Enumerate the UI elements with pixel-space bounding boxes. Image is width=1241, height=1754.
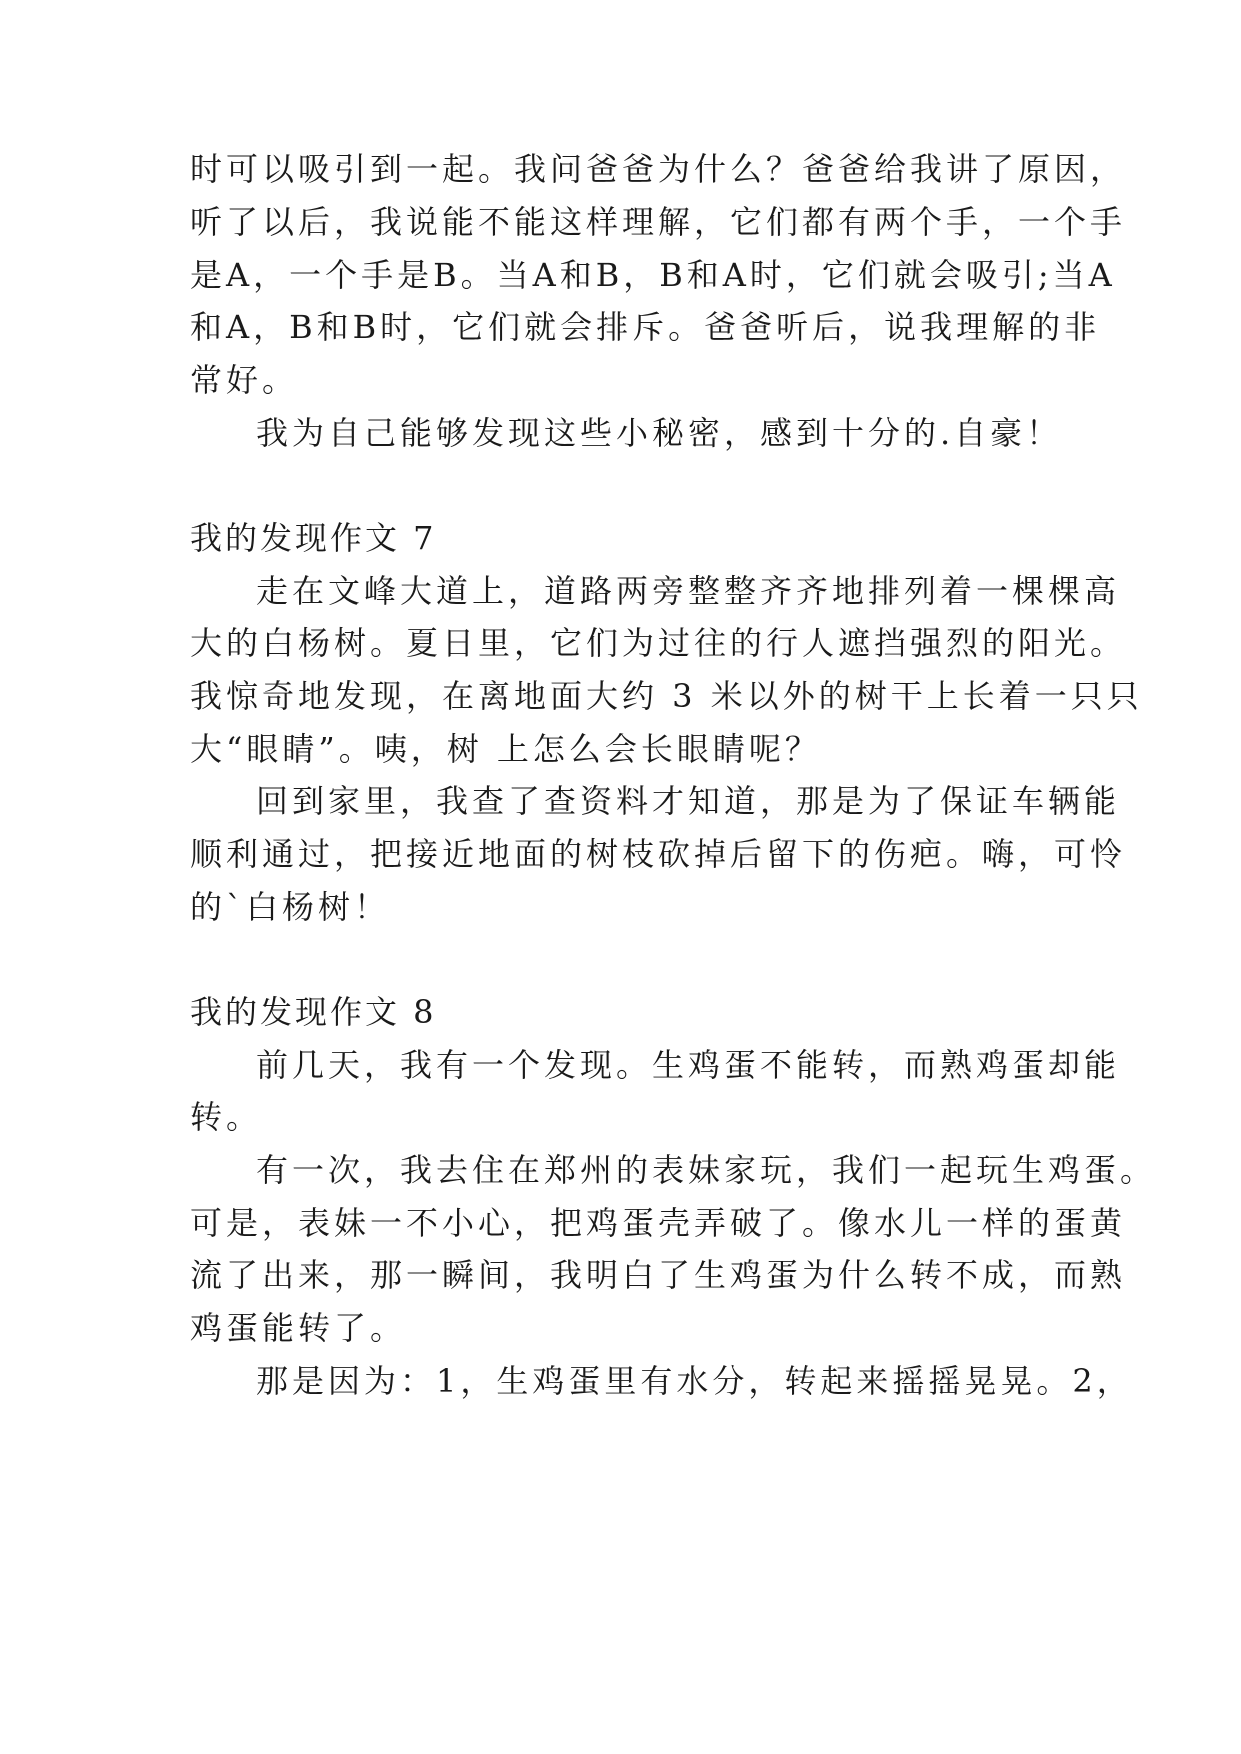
text-line: 听了以后，我说能不能这样理解，它们都有两个手，一个手 — [190, 203, 1127, 241]
text-line: 顺利通过，把接近地面的树枝砍掉后留下的伤疤。嗨，可怜 — [190, 835, 1127, 873]
text-line: 前几天，我有一个发现。生鸡蛋不能转，而熟鸡蛋却能 — [256, 1046, 1121, 1084]
section-title: 我的发现作文 8 — [190, 993, 437, 1031]
text-line: 时可以吸引到一起。我问爸爸为什么？爸爸给我讲了原因， — [190, 150, 1127, 188]
text-line: 是A，一个手是B。当A和B，B和A时，它们就会吸引;当A — [190, 256, 1116, 294]
text-line: 我为自己能够发现这些小秘密，感到十分的.自豪！ — [256, 414, 1063, 452]
text-line: 回到家里，我查了查资料才知道，那是为了保证车辆能 — [256, 782, 1121, 820]
text-line: 常好。 — [190, 361, 299, 399]
section-title: 我的发现作文 7 — [190, 519, 437, 557]
text-line: 有一次，我去住在郑州的表妹家玩，我们一起玩生鸡蛋。 — [256, 1151, 1157, 1189]
text-line: 流了出来，那一瞬间，我明白了生鸡蛋为什么转不成，而熟 — [190, 1256, 1127, 1294]
text-line: 我惊奇地发现，在离地面大约 3 米以外的树干上长着一只只 — [190, 677, 1143, 715]
text-line: 的`白杨树！ — [190, 888, 391, 926]
text-line: 鸡蛋能转了。 — [190, 1309, 407, 1347]
text-line: 走在文峰大道上，道路两旁整整齐齐地排列着一棵棵高 — [256, 572, 1121, 610]
text-line: 那是因为：1，生鸡蛋里有水分，转起来摇摇晃晃。2， — [256, 1362, 1133, 1400]
text-line: 大的白杨树。夏日里，它们为过往的行人遮挡强烈的阳光。 — [190, 624, 1127, 662]
text-line: 可是，表妹一不小心，把鸡蛋壳弄破了。像水儿一样的蛋黄 — [190, 1204, 1127, 1242]
text-line: 转。 — [190, 1098, 263, 1136]
text-line: 和A，B和B时，它们就会排斥。爸爸听后，说我理解的非 — [190, 308, 1101, 346]
text-line: 大“眼睛”。咦，树 上怎么会长眼睛呢？ — [190, 730, 821, 768]
